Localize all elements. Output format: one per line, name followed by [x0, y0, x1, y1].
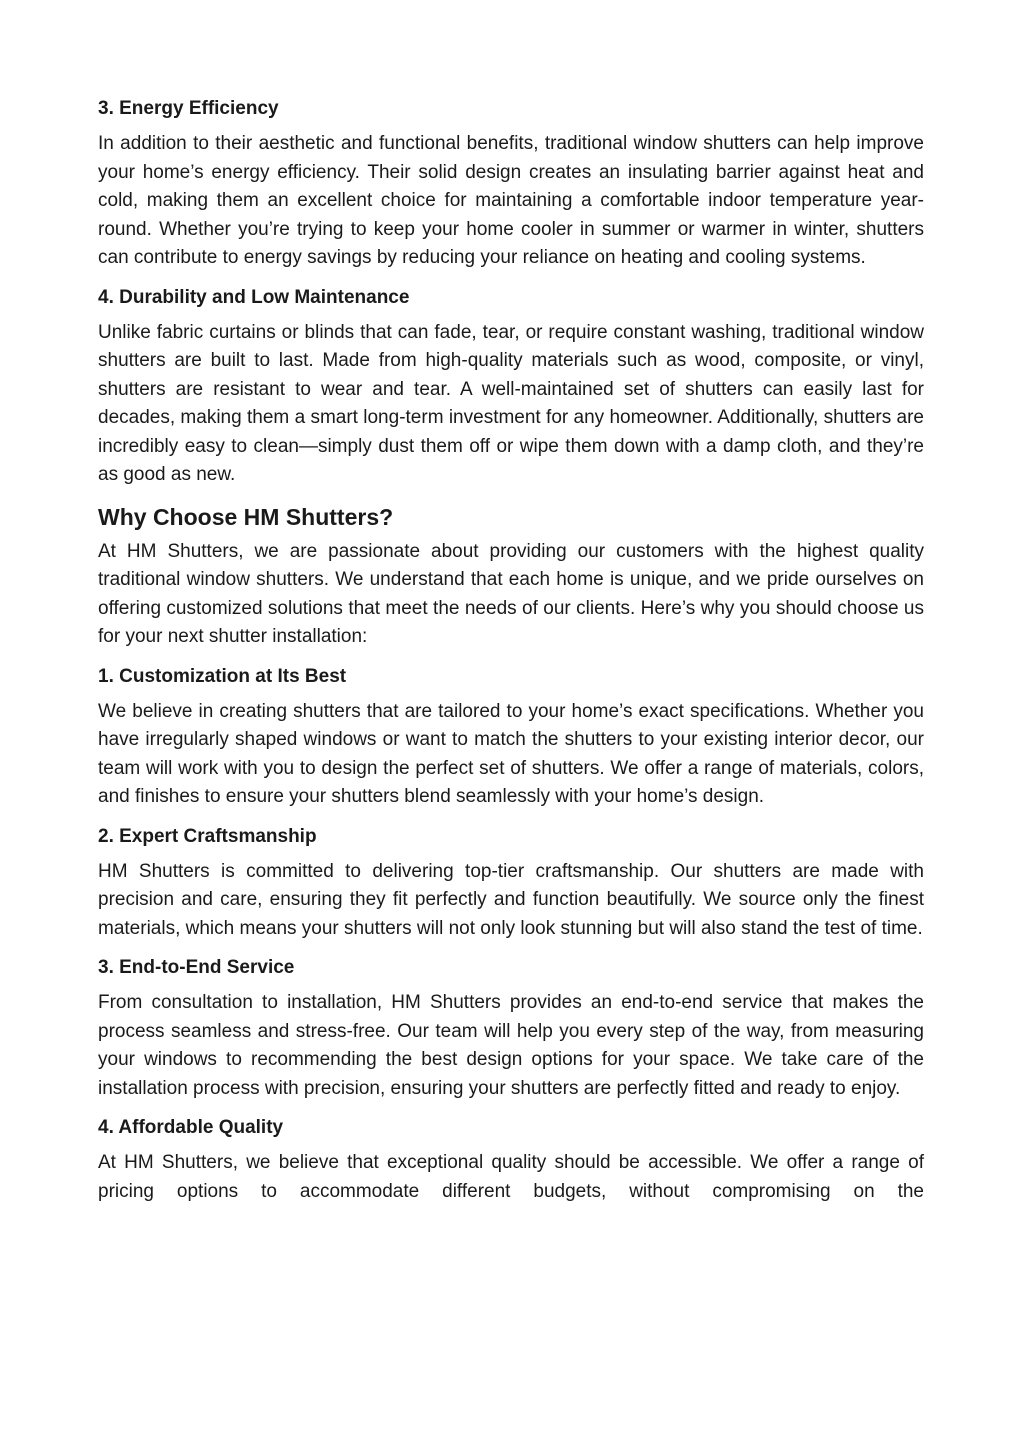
- section-body-durability: Unlike fabric curtains or blinds that can fade, tear, or require constant washing, traditional window shutters are built to last. Made from high-quality materials such as wood, composite, or vinyl, shutters are resistant to wear and tear. A well-maintained set of shutters can easily last for decades, making them a smart long-term investment for any homeowner. Additionally, shutters are incredibly easy to clean—simply dust them off or wipe them down with a damp cloth, and they’re as good as new.: [98, 321, 924, 485]
- reason-body-craftsmanship: HM Shutters is committed to delivering top-tier craftsmanship. Our shutters are made with precision and care, ensuring they fit perfectly and function beautifully. We source only the finest materials, which means your shutters will not only look stunning but will also stand the test of time.: [98, 860, 924, 939]
- reason-body-affordable: At HM Shutters, we believe that exceptional quality should be accessible. We offer a range of pricing options to accommodate different budgets, without compromising on the: [98, 1152, 924, 1202]
- why-choose-intro: At HM Shutters, we are passionate about providing our customers with the highest quality traditional window shutters. We understand that each home is unique, and we pride ourselves on offering customized solutions that meet the needs of our clients. Here’s why you should choose us for your next shutter installation:: [98, 540, 924, 647]
- reason-heading-craftsmanship: 2. Expert Craftsmanship: [98, 825, 317, 847]
- document-page: [98, 96, 924, 1218]
- why-choose-heading: Why Choose HM Shutters?: [98, 503, 394, 530]
- section-heading-energy-efficiency: 3. Energy Efficiency: [98, 98, 279, 119]
- reason-heading-affordable: 4. Affordable Quality: [98, 1117, 284, 1138]
- section-body-energy-efficiency: In addition to their aesthetic and functional benefits, traditional window shutters can help improve your home’s energy efficiency. Their solid design creates an insulating barrier against heat and cold, making them an excellent choice for maintaining a comfortable indoor temperature year-round. Whether you’re trying to keep your home cooler in summer or warmer in winter, shutters can contribute to energy savings by reducing your reliance on heating and cooling systems.: [98, 133, 924, 268]
- section-heading-durability: 4. Durability and Low Maintenance: [98, 286, 410, 308]
- reason-body-service: From consultation to installation, HM Shutters provides an end-to-end service that makes the process seamless and stress-free. Our team will help you every step of the way, from measuring your windows to recommending the best design options for your space. We take care of the installation process with precision, ensuring your shutters are perfectly fitted and ready to enjoy.: [98, 992, 924, 1099]
- reason-body-customization: We believe in creating shutters that are tailored to your home’s exact specifications. Whether you have irregularly shaped windows or want to match the shutters to your existing interior decor, our team will work with you to design the perfect set of shutters. We offer a range of materials, colors, and finishes to ensure your shutters blend seamlessly with your home’s design.: [98, 700, 924, 807]
- reason-heading-service: 3. End-to-End Service: [98, 957, 295, 978]
- reason-heading-customization: 1. Customization at Its Best: [98, 665, 347, 687]
